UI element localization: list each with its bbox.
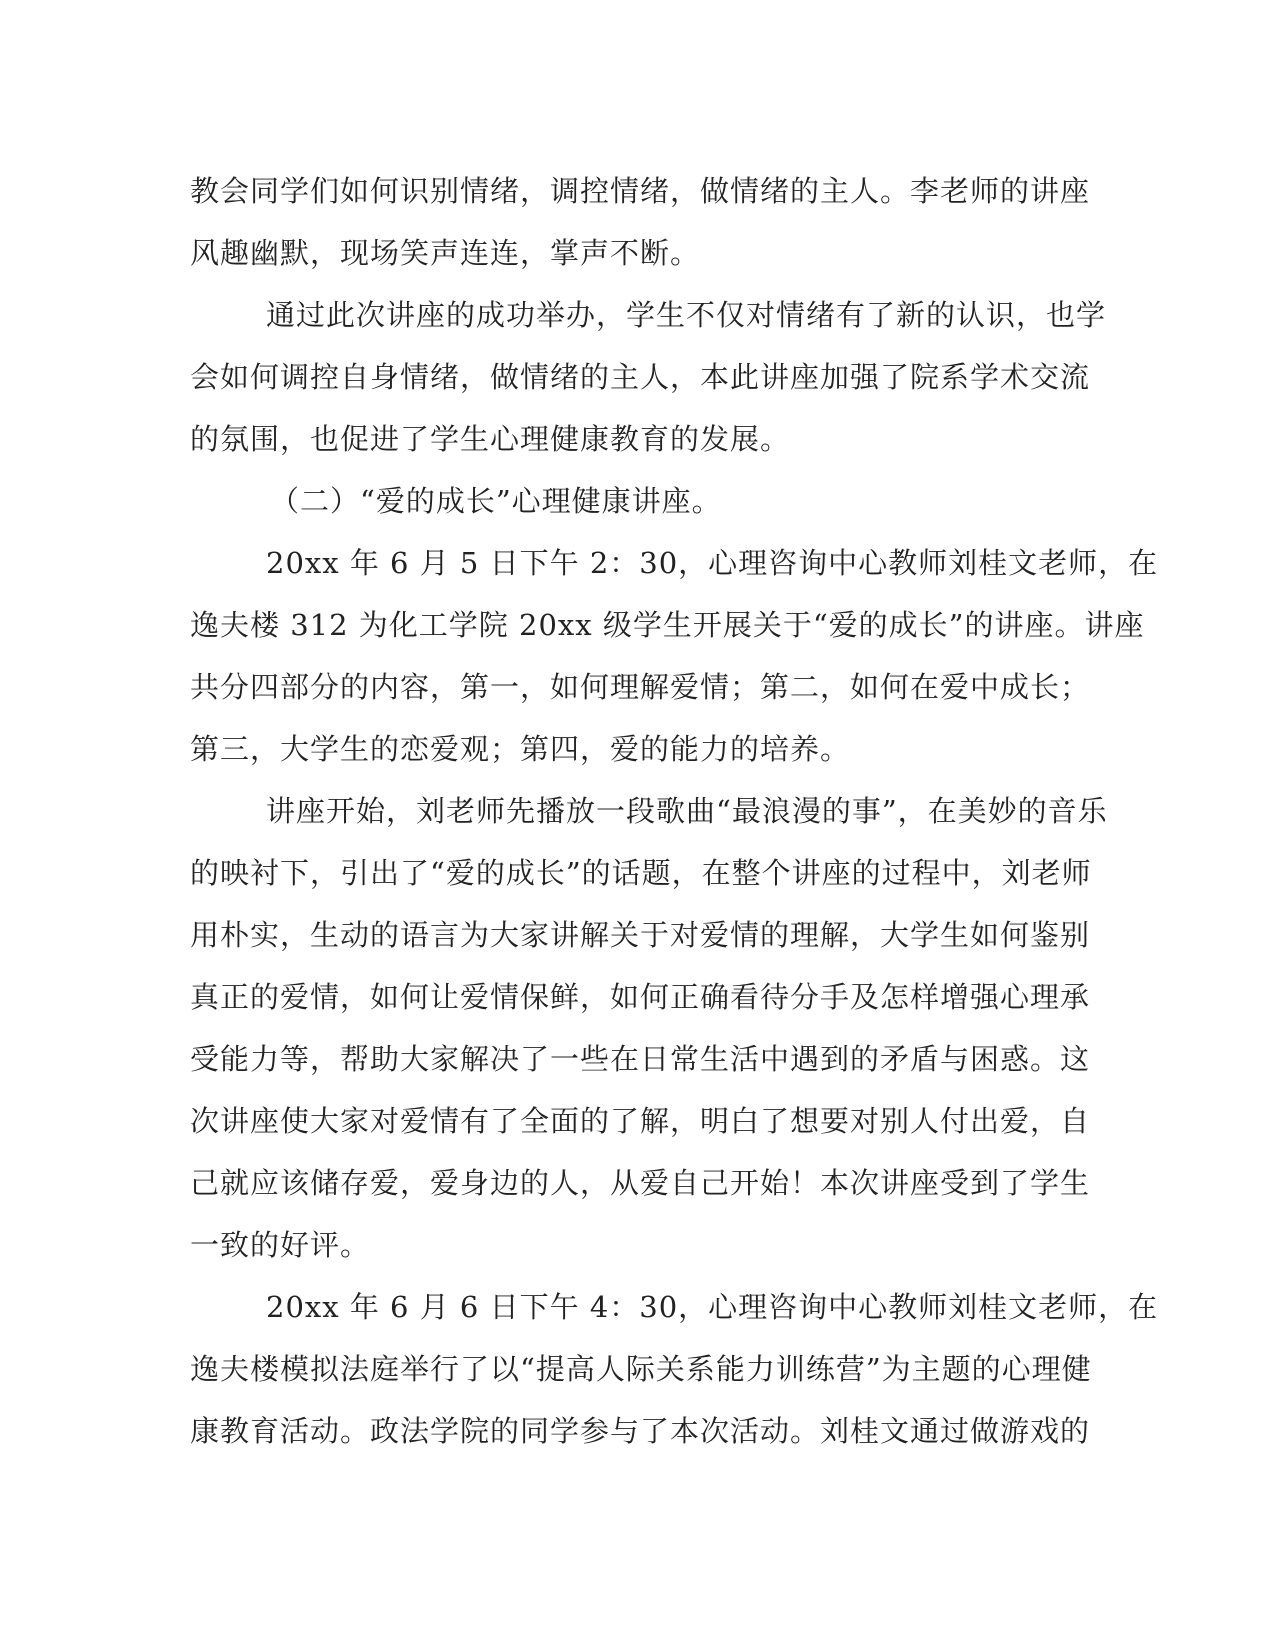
- text-line: 逸夫楼 312 为化工学院 20xx 级学生开展关于“爱的成长”的讲座。讲座: [190, 608, 1145, 642]
- text-line: 逸夫楼模拟法庭举行了以“提高人际关系能力训练营”为主题的心理健: [190, 1352, 1092, 1386]
- text-line: 次讲座使大家对爱情有了全面的了解，明白了想要对别人付出爱，自: [190, 1104, 1091, 1138]
- paragraph: [190, 780, 1108, 1276]
- text-line: 风趣幽默，现场笑声连连，掌声不断。: [190, 236, 701, 270]
- text-line: 会如何调控自身情绪，做情绪的主人，本此讲座加强了院系学术交流: [190, 360, 1091, 394]
- text-line: 通过此次讲座的成功举办，学生不仅对情绪有了新的认识，也学: [266, 298, 1107, 332]
- text-line: 的映衬下，引出了“爱的成长”的话题，在整个讲座的过程中，刘老师: [190, 856, 1092, 890]
- text-line: 受能力等，帮助大家解决了一些在日常生活中遇到的矛盾与困惑。这: [190, 1042, 1091, 1076]
- paragraph: [190, 284, 1107, 470]
- section-heading: [190, 470, 1070, 532]
- text-line: 己就应该储存爱，爱身边的人，从爱自己开始！本次讲座受到了学生: [190, 1166, 1091, 1200]
- text-line: 共分四部分的内容，第一，如何理解爱情；第二，如何在爱中成长；: [190, 670, 1091, 704]
- text-line: 20xx 年 6 月 5 日下午 2：30，心理咨询中心教师刘桂文老师，在: [266, 546, 1159, 580]
- text-line: 教会同学们如何识别情绪，调控情绪，做情绪的主人。李老师的讲座: [190, 174, 1091, 208]
- paragraph: [190, 160, 1091, 284]
- text-line: 用朴实，生动的语言为大家讲解关于对爱情的理解，大学生如何鉴别: [190, 918, 1091, 952]
- text-line: 一致的好评。: [190, 1228, 371, 1262]
- text-line: 讲座开始，刘老师先播放一段歌曲“最浪漫的事”，在美妙的音乐: [266, 794, 1108, 828]
- document-body: [190, 160, 1159, 1462]
- text-line: 第三，大学生的恋爱观；第四，爱的能力的培养。: [190, 732, 851, 766]
- text-line: 康教育活动。政法学院的同学参与了本次活动。刘桂文通过做游戏的: [190, 1414, 1091, 1448]
- text-line: 20xx 年 6 月 6 日下午 4：30，心理咨询中心教师刘桂文老师，在: [266, 1290, 1159, 1324]
- paragraph: [190, 532, 1159, 780]
- text-line: 的氛围，也促进了学生心理健康教育的发展。: [190, 422, 791, 456]
- paragraph: [190, 1276, 1159, 1462]
- text-line: 真正的爱情，如何让爱情保鲜，如何正确看待分手及怎样增强心理承: [190, 980, 1091, 1014]
- section-heading-text: （二）“爱的成长”心理健康讲座。: [270, 484, 722, 518]
